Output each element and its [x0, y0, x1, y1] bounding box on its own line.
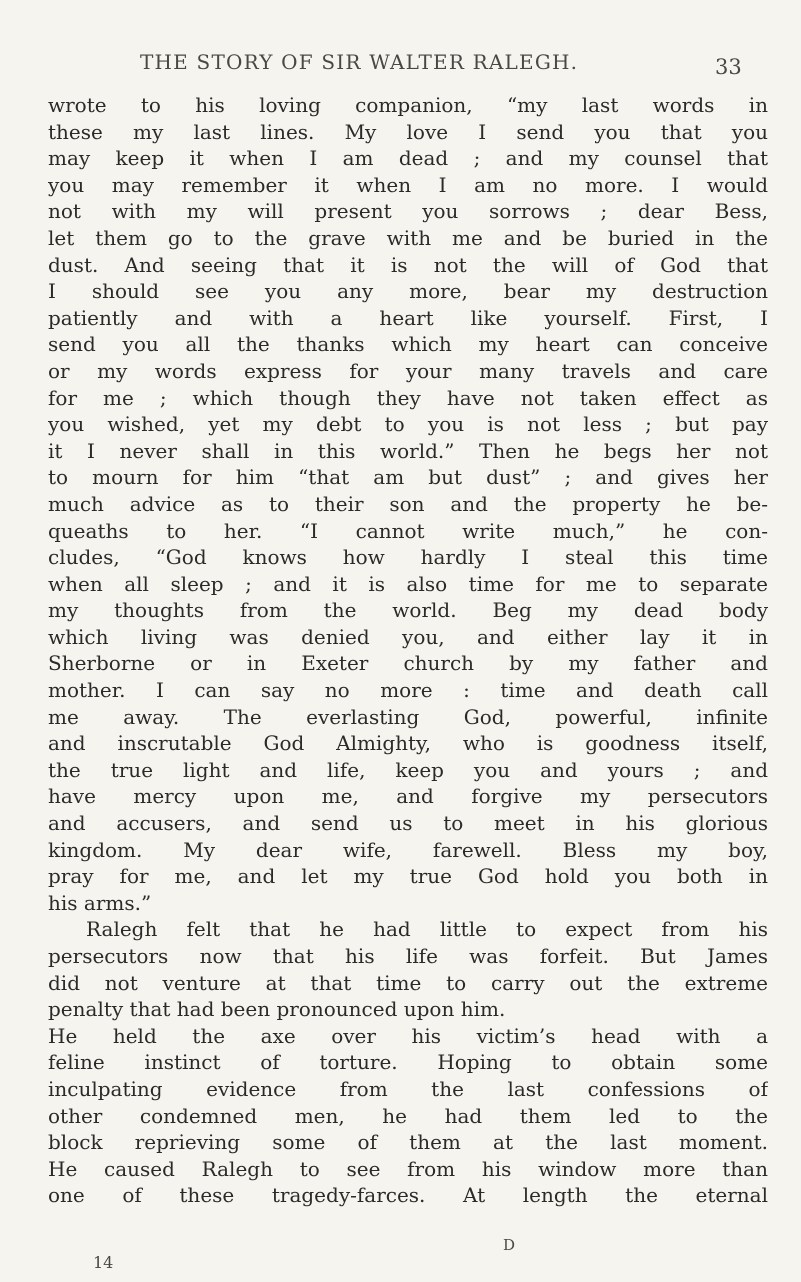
text-line: He caused Ralegh to see from his window more than	[48, 1156, 768, 1181]
text-line: persecutors now that his life was forfeit. But James	[48, 944, 768, 968]
text-line: let them go to the grave with me and be buried in the	[48, 225, 768, 250]
text-line: dust. And seeing that it is not the will of God that	[48, 252, 768, 277]
text-line: you may remember it when I am no more. I would	[48, 172, 768, 197]
page-number: 33	[715, 55, 742, 79]
text-line: and accusers, and send us to meet in his glorious	[48, 811, 768, 836]
text-line: mother. I can say no more : time and death call	[48, 678, 768, 703]
text-line: much advice as to their son and the property he be-	[48, 491, 768, 516]
text-line: pray for me, and let my true God hold you both in	[48, 864, 768, 889]
text-line: to mourn for him “that am but dust” ; and gives her	[48, 465, 768, 490]
running-head: THE STORY OF SIR WALTER RALEGH.	[140, 50, 579, 74]
signature-letter: D	[503, 1236, 516, 1254]
text-line: kingdom. My dear wife, farewell. Bless my boy,	[48, 837, 768, 862]
paragraph-start-line: Ralegh felt that he had little to expect from his	[86, 917, 768, 942]
text-line: when all sleep ; and it is also time for me to separate	[48, 571, 768, 596]
text-line: cludes, “God knows how hardly I steal this time	[48, 545, 768, 570]
paragraph-end-line: his arms.”	[48, 890, 152, 915]
text-line: wrote to his loving companion, “my last words in	[48, 93, 768, 117]
text-line: me away. The everlasting God, powerful, infinite	[48, 704, 768, 729]
text-line: send you all the thanks which my heart can conceive	[48, 332, 768, 357]
text-line: block reprieving some of them at the last moment.	[48, 1130, 768, 1155]
text-line: did not venture at that time to carry out the extreme	[48, 970, 768, 995]
text-line: not with my will present you sorrows ; dear Bess,	[48, 199, 768, 224]
text-line: have mercy upon me, and forgive my persecutors	[48, 784, 768, 809]
text-line: or my words express for your many travels and care	[48, 358, 768, 383]
text-line: penalty that had been pronounced upon him.	[48, 997, 506, 1022]
text-line: I should see you any more, bear my destruction	[48, 279, 768, 304]
text-line: for me ; which though they have not taken effect as	[48, 385, 768, 410]
text-line: you wished, yet my debt to you is not less ; but pay	[48, 412, 768, 437]
text-line: patiently and with a heart like yourself. First, I	[48, 305, 768, 330]
text-line: it I never shall in this world.” Then he begs her not	[48, 438, 768, 463]
text-line: and inscrutable God Almighty, who is goodness itself,	[48, 731, 768, 756]
text-line: one of these tragedy-farces. At length the eternal	[48, 1183, 768, 1208]
text-line: the true light and life, keep you and yours ; and	[48, 757, 768, 782]
text-line: these my last lines. My love I send you that you	[48, 119, 768, 144]
text-line: inculpating evidence from the last confessions of	[48, 1076, 768, 1101]
text-line: queaths to her. “I cannot write much,” he con-	[48, 518, 768, 543]
text-line: He held the axe over his victim’s head with a	[48, 1023, 768, 1048]
body-text	[48, 92, 768, 1209]
text-line: Sherborne or in Exeter church by my father and	[48, 651, 768, 676]
signature-mark: 14	[93, 1253, 114, 1272]
text-line: other condemned men, he had them led to the	[48, 1103, 768, 1128]
text-line: my thoughts from the world. Beg my dead body	[48, 598, 768, 623]
text-line: which living was denied you, and either lay it in	[48, 624, 768, 649]
text-line: may keep it when I am dead ; and my counsel that	[48, 146, 768, 171]
text-line: feline instinct of torture. Hoping to obtain some	[48, 1050, 768, 1075]
